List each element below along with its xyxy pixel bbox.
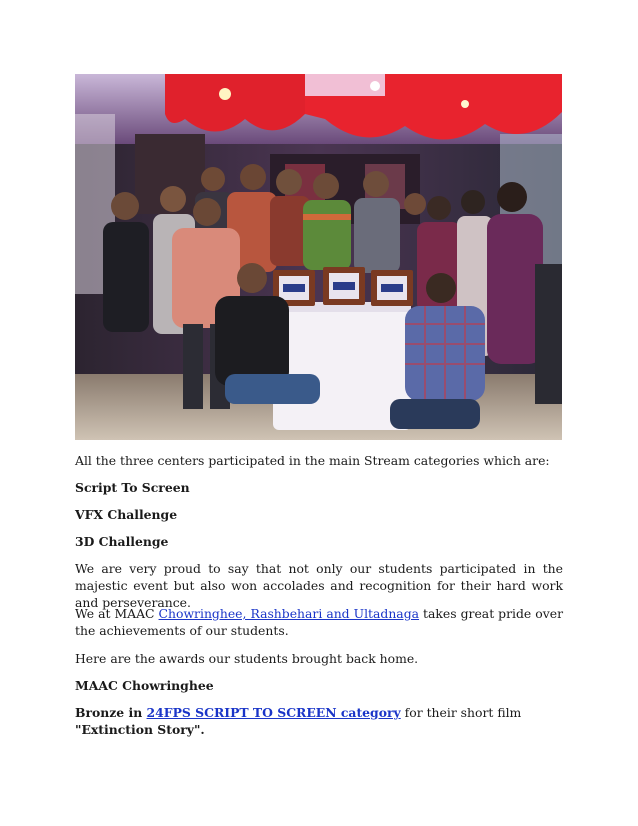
group-photo-illustration — [75, 74, 562, 440]
category-3d-challenge: 3D Challenge — [75, 534, 169, 549]
award-plaques — [273, 267, 413, 306]
center-heading: MAAC Chowringhee — [75, 678, 214, 693]
film-title: "Extinction Story". — [75, 722, 205, 737]
category-script-to-screen: Script To Screen — [75, 480, 190, 495]
pride-paragraph-after: takes great pride over the achievements of our students. — [75, 606, 563, 638]
awards-intro-text: Here are the awards our students brought back home. — [75, 651, 419, 666]
proud-paragraph: We are very proud to say that not only our students participated in the majestic event but also won accolades and recognition for their hard work and perseverance. — [75, 561, 563, 610]
award-middle: for their short film — [400, 705, 522, 720]
intro-text: All the three centers participated in the main Stream categories which are: — [75, 453, 550, 468]
group-photo — [75, 74, 562, 440]
centers-link[interactable]: Chowringhee, Rashbehari and Ultadnaga — [158, 606, 420, 621]
award-line — [75, 704, 563, 738]
award-category-link[interactable]: 24FPS SCRIPT TO SCREEN category — [146, 705, 401, 720]
pride-paragraph-before: We at MAAC — [75, 606, 159, 621]
pride-paragraph — [75, 605, 563, 639]
award-prefix: Bronze in — [75, 705, 147, 720]
category-vfx-challenge: VFX Challenge — [75, 507, 178, 522]
